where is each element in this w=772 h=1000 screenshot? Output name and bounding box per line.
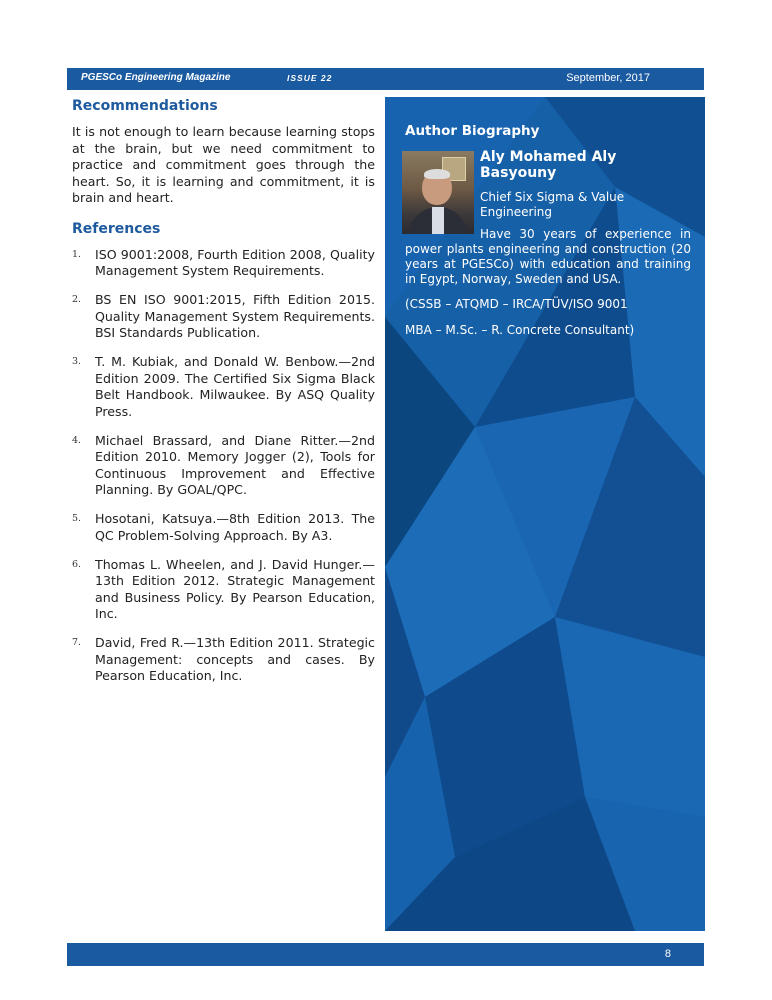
issue-date: September, 2017 <box>566 72 650 84</box>
magazine-title: PGESCo Engineering Magazine <box>81 72 231 83</box>
reference-number: 4. <box>72 434 82 446</box>
recommendations-heading: Recommendations <box>72 98 218 114</box>
reference-item <box>72 635 375 685</box>
main-column <box>72 98 375 697</box>
reference-number: 5. <box>72 513 82 524</box>
reference-text: Michael Brassard, and Diane Ritter.—2nd Edition 2010. Memory Jogger (2), Tools for Continuous Improvement and Effective Planning. By GOAL/QPC. <box>95 432 375 497</box>
author-certifications: (CSSB – ATQMD – IRCA/TÜV/ISO 9001 <box>405 297 628 311</box>
reference-item <box>72 433 375 499</box>
reference-text: T. M. Kubiak, and Donald W. Benbow.—2nd Edition 2009. The Certified Six Sigma Black Belt Handbook. Milwaukee. By ASQ Quality Press. <box>95 354 375 419</box>
issue-label: ISSUE 22 <box>287 73 333 83</box>
author-role: Chief Six Sigma & Value Engineering <box>480 190 625 219</box>
page-header <box>67 68 704 90</box>
author-biography-heading: Author Biography <box>405 123 540 139</box>
page-number: 8 <box>664 948 671 960</box>
author-name: Aly Mohamed Aly Basyouny <box>480 149 617 181</box>
reference-text: Thomas L. Wheelen, and J. David Hunger.—13th Edition 2012. Strategic Management and Business Policy. By Pearson Education, Inc. <box>95 556 375 621</box>
reference-number: 6. <box>72 558 82 570</box>
reference-text: BS EN ISO 9001:2015, Fifth Edition 2015. Quality Management System Requirements. BSI Standards Publication. <box>95 292 375 340</box>
reference-number: 7. <box>72 637 82 648</box>
reference-number: 3. <box>72 356 82 367</box>
author-biography-panel <box>385 97 705 931</box>
author-bio: Have 30 years of experience in power plants engineering and construction (20 years at PGESCo) with education and training in Egypt, Norway, Sweden and USA. <box>405 227 691 286</box>
reference-item <box>72 247 375 280</box>
references-list <box>72 247 375 685</box>
recommendations-text: It is not enough to learn because learning stops at the brain, but we need commitment to practice and commitment goes through the heart. So, it is learning and commitment, it is brain and heart. <box>72 124 375 205</box>
reference-number: 1. <box>72 248 82 260</box>
author-photo <box>402 151 474 234</box>
references-heading: References <box>72 220 161 237</box>
reference-item <box>72 354 375 420</box>
reference-text: Hosotani, Katsuya.—8th Edition 2013. The QC Problem-Solving Approach. By A3. <box>95 511 375 543</box>
reference-item <box>72 511 375 544</box>
reference-text: David, Fred R.—13th Edition 2011. Strategic Management: concepts and cases. By Pearson Education, Inc. <box>95 635 375 683</box>
page-footer <box>67 943 704 966</box>
reference-text: ISO 9001:2008, Fourth Edition 2008, Quality Management System Requirements. <box>95 246 375 278</box>
reference-item <box>72 292 375 342</box>
reference-number: 2. <box>72 294 82 305</box>
author-biography <box>405 123 691 338</box>
reference-item <box>72 557 375 623</box>
author-degrees: MBA – M.Sc. – R. Concrete Consultant) <box>405 323 635 337</box>
